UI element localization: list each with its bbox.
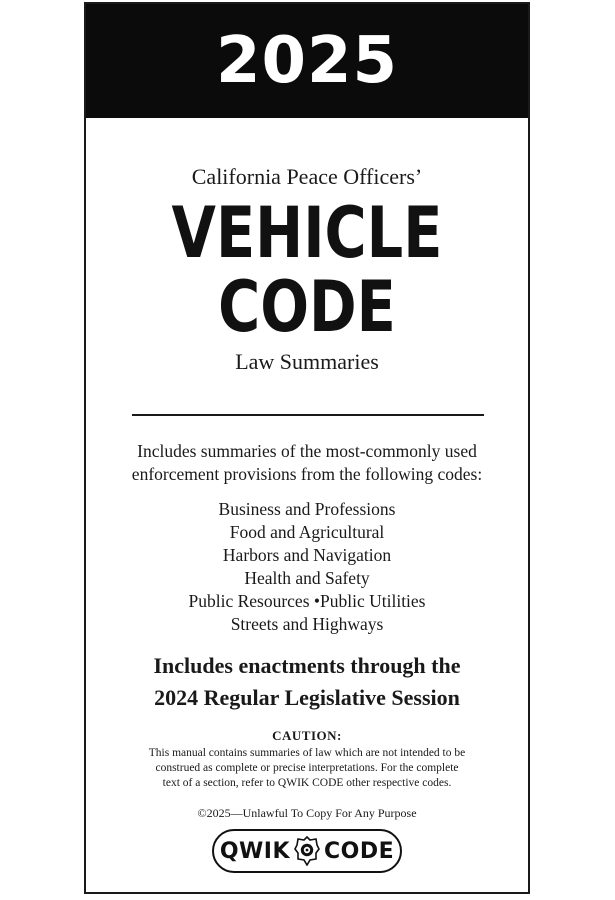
enactments-line: Includes enactments through the xyxy=(153,653,461,678)
code-item: Health and Safety xyxy=(244,568,370,588)
code-item: Harbors and Navigation xyxy=(222,545,392,565)
enactments-line: 2024 Regular Legislative Session xyxy=(154,685,460,710)
year-banner xyxy=(86,4,528,118)
police-badge-icon xyxy=(294,836,320,866)
code-item: Public Resources •Public Utilities xyxy=(188,591,426,611)
subtitle: California Peace Officers’ xyxy=(191,164,423,189)
codes-list xyxy=(86,498,528,636)
caution-text xyxy=(86,746,528,791)
qwik-code-logo xyxy=(212,829,402,873)
copyright-notice: ©2025—Unlawful To Copy For Any Purpose xyxy=(197,806,417,820)
logo-word-left: QWIK xyxy=(219,838,291,864)
year-label: 2025 xyxy=(215,24,399,98)
enactments-statement xyxy=(86,650,528,714)
title-line-vehicle: VEHICLE xyxy=(171,192,443,274)
caution-line: text of a section, refer to QWIK CODE other respective codes. xyxy=(162,777,452,789)
title-line-code: CODE xyxy=(218,266,396,348)
includes-description xyxy=(86,440,528,486)
book-cover xyxy=(84,2,530,894)
law-summaries-label: Law Summaries xyxy=(235,349,379,374)
includes-line: enforcement provisions from the following codes: xyxy=(131,464,483,484)
caution-line: construed as complete or precise interpretations. For the complete xyxy=(155,762,459,774)
caution-line: This manual contains summaries of law which are not intended to be xyxy=(148,747,466,759)
code-item: Business and Professions xyxy=(218,499,396,519)
includes-line: Includes summaries of the most-commonly used xyxy=(137,441,477,461)
divider-rule xyxy=(132,414,484,416)
logo-word-right: CODE xyxy=(324,838,395,864)
caution-heading: CAUTION: xyxy=(272,728,342,743)
code-item: Streets and Highways xyxy=(230,614,384,634)
code-item: Food and Agricultural xyxy=(229,522,385,542)
